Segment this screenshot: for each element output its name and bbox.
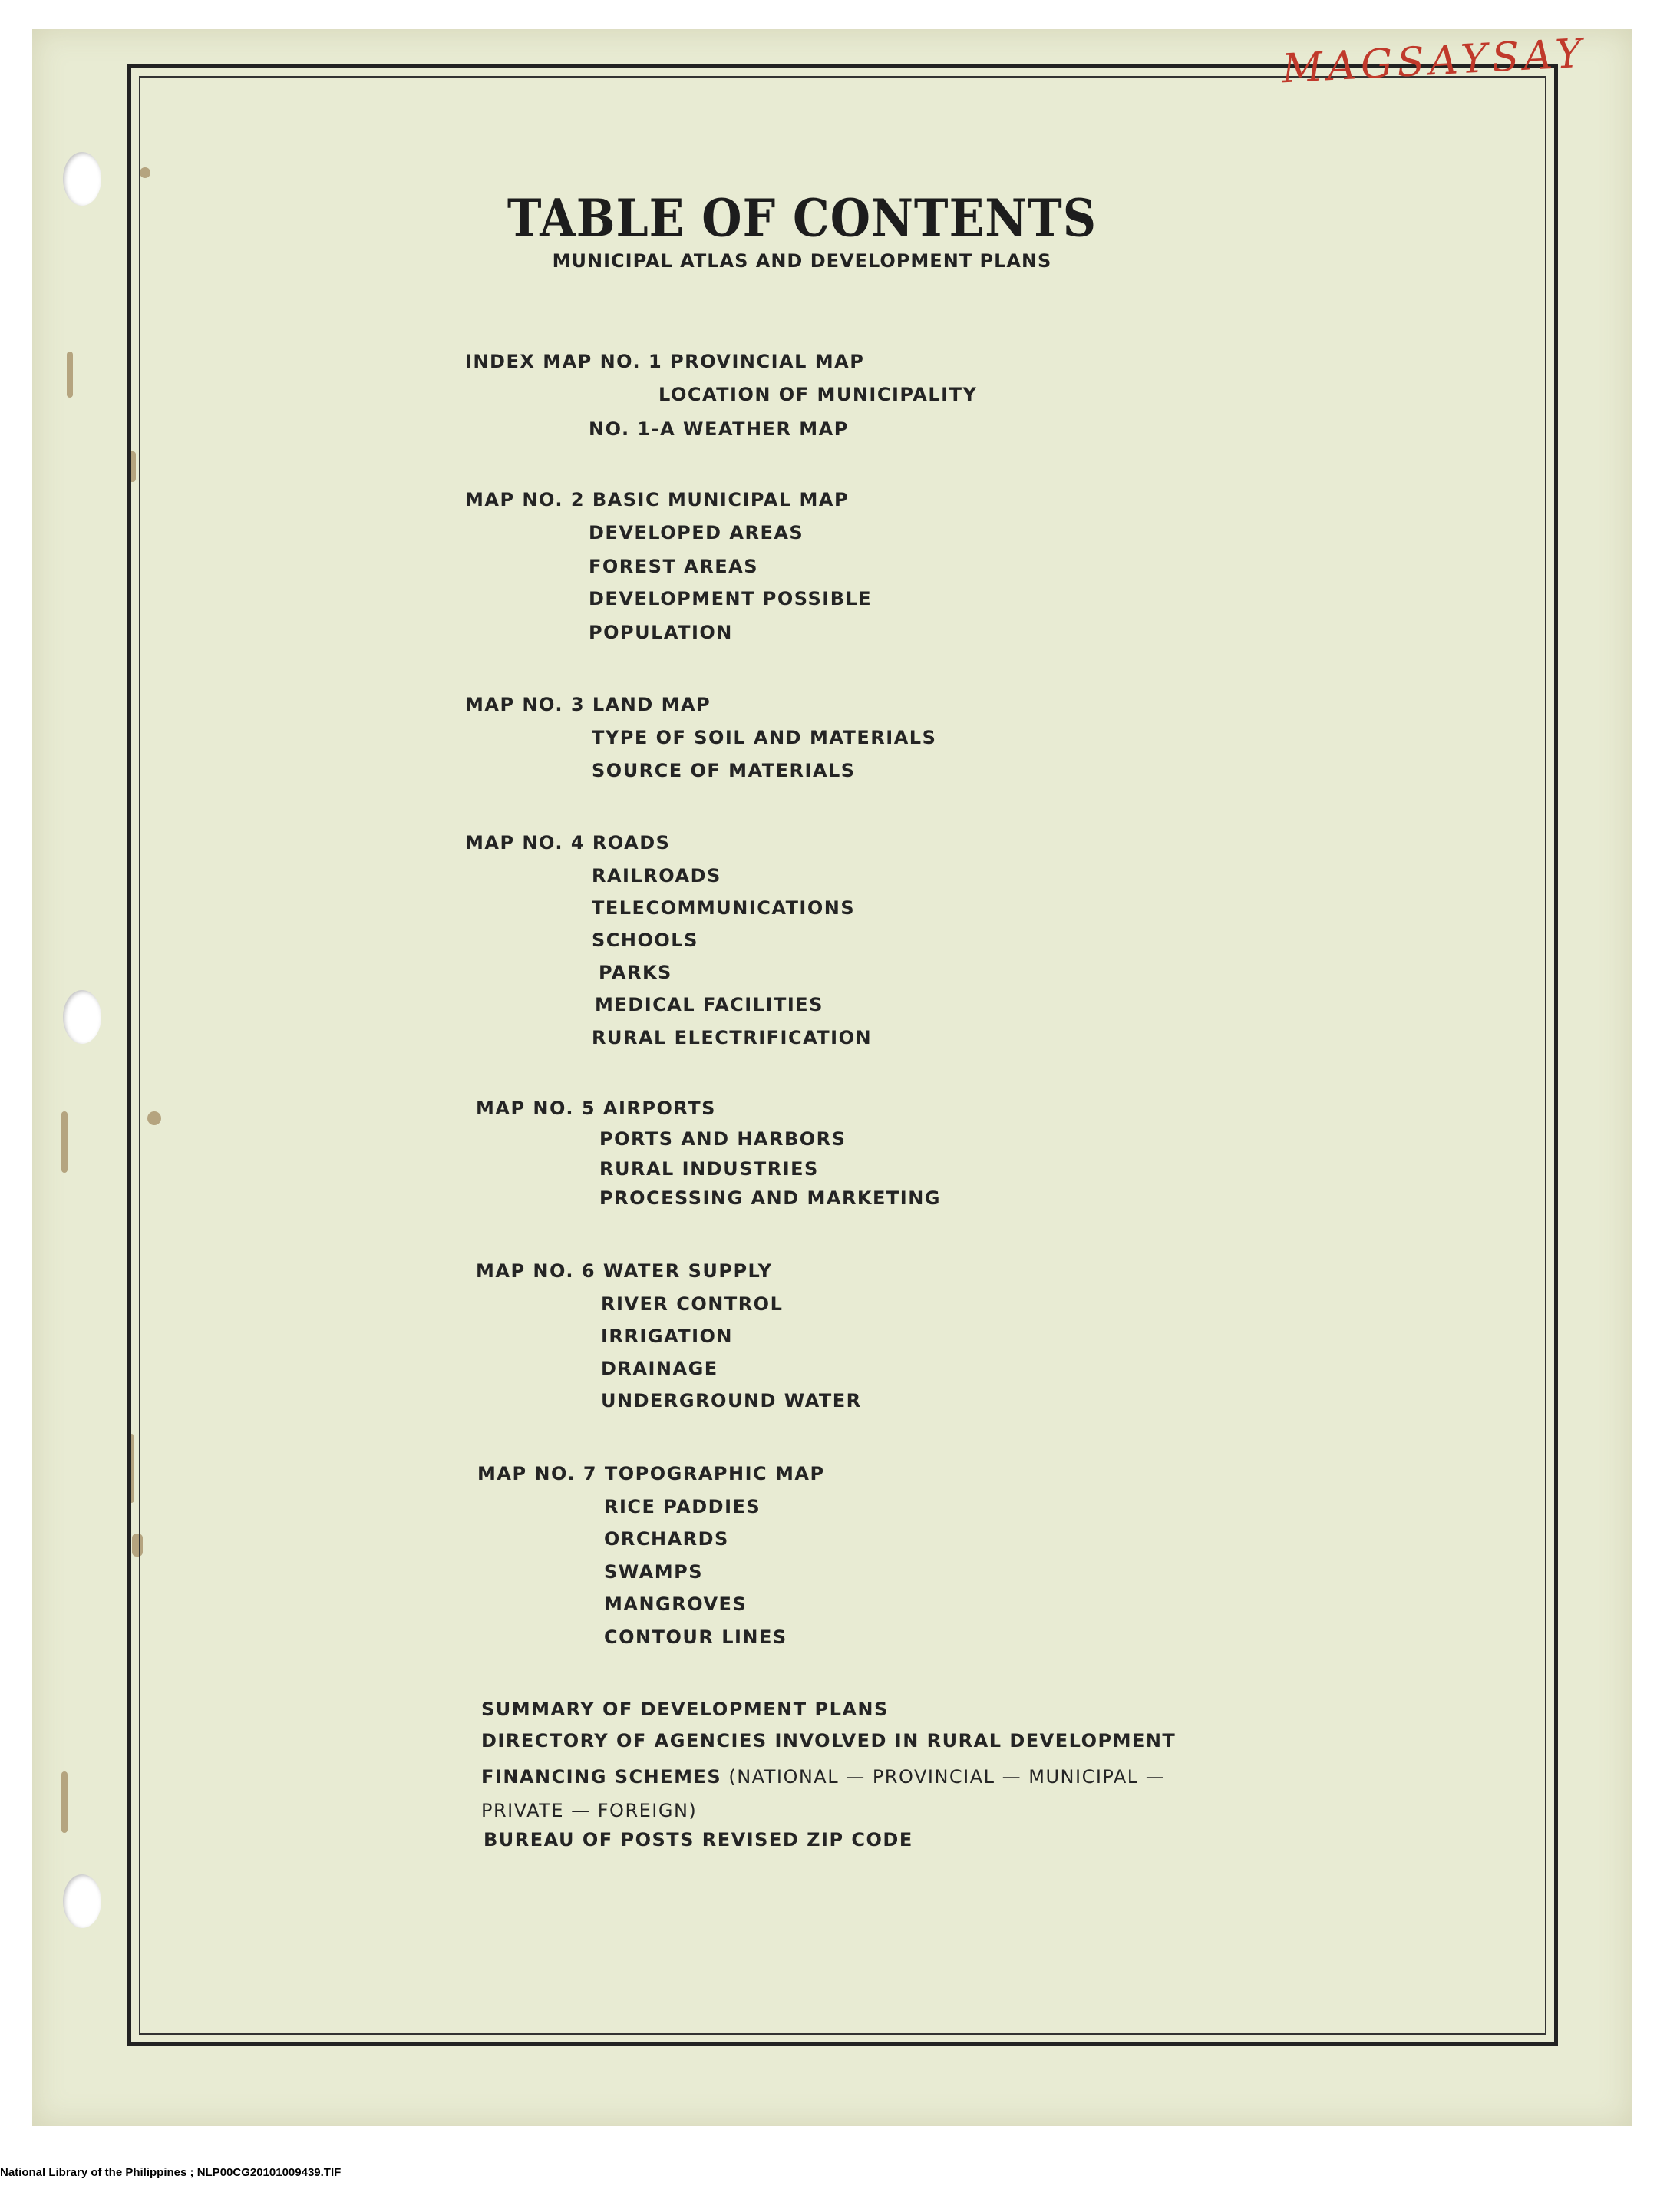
toc-item: DEVELOPED AREAS — [589, 522, 804, 543]
toc-item: DRAINAGE — [601, 1358, 718, 1379]
toc-item: SCHOOLS — [592, 929, 698, 951]
page-subtitle: MUNICIPAL ATLAS AND DEVELOPMENT PLANS — [552, 250, 1052, 272]
toc-item: RAILROADS — [592, 865, 721, 886]
financing-detail: (NATIONAL — PROVINCIAL — MUNICIPAL — — [721, 1766, 1166, 1788]
toc-heading: SUMMARY OF DEVELOPMENT PLANS — [481, 1699, 889, 1720]
toc-item: PROCESSING AND MARKETING — [599, 1187, 941, 1209]
stain-mark — [61, 1771, 68, 1833]
punch-hole — [63, 1874, 101, 1928]
toc-heading: MAP NO. 3 LAND MAP — [465, 694, 711, 715]
toc-item: TELECOMMUNICATIONS — [592, 897, 856, 919]
toc-item: POPULATION — [589, 622, 733, 643]
toc-item: IRRIGATION — [601, 1326, 734, 1347]
stain-mark — [67, 352, 73, 398]
toc-item: ORCHARDS — [604, 1528, 729, 1550]
scan-footer: National Library of the Philippines ; NLP00CG20101009439.TIF — [0, 2166, 342, 2179]
financing-detail-cont: PRIVATE — FOREIGN) — [481, 1800, 698, 1821]
stain-mark — [61, 1111, 68, 1173]
toc-item: SOURCE OF MATERIALS — [592, 760, 856, 781]
toc-item: RIVER CONTROL — [601, 1293, 784, 1315]
punch-hole — [63, 990, 101, 1044]
toc-item: CONTOUR LINES — [604, 1626, 787, 1648]
toc-item: LOCATION OF MUNICIPALITY — [658, 384, 978, 405]
toc-item: PARKS — [599, 962, 672, 983]
toc-item: RURAL INDUSTRIES — [599, 1158, 819, 1180]
toc-item: UNDERGROUND WATER — [601, 1390, 862, 1411]
toc-heading: MAP NO. 4 ROADS — [465, 832, 671, 853]
toc-item: MANGROVES — [604, 1593, 748, 1615]
toc-heading: MAP NO. 5 AIRPORTS — [476, 1098, 716, 1119]
toc-heading: INDEX MAP NO. 1 PROVINCIAL MAP — [465, 351, 865, 372]
toc-item: NO. 1-A WEATHER MAP — [589, 418, 849, 440]
toc-item: RICE PADDIES — [604, 1496, 761, 1517]
toc-heading: MAP NO. 2 BASIC MUNICIPAL MAP — [465, 489, 850, 510]
toc-item: PORTS AND HARBORS — [599, 1128, 847, 1150]
handwritten-annotation: MAGSAYSAY — [1280, 30, 1588, 93]
toc-heading-financing — [481, 1766, 1165, 1788]
toc-heading: MAP NO. 6 WATER SUPPLY — [476, 1260, 773, 1282]
punch-hole — [63, 152, 101, 206]
toc-item: SWAMPS — [604, 1561, 704, 1583]
toc-heading: DIRECTORY OF AGENCIES INVOLVED IN RURAL DEVELOPMENT — [481, 1730, 1177, 1752]
page-title: TABLE OF CONTENTS — [507, 188, 1097, 249]
toc-item: FOREST AREAS — [589, 556, 758, 577]
financing-label: FINANCING SCHEMES — [481, 1766, 722, 1788]
toc-item: DEVELOPMENT POSSIBLE — [589, 588, 873, 609]
toc-heading: BUREAU OF POSTS REVISED ZIP CODE — [484, 1829, 913, 1851]
toc-item: TYPE OF SOIL AND MATERIALS — [592, 727, 937, 748]
toc-heading: MAP NO. 7 TOPOGRAPHIC MAP — [477, 1463, 825, 1484]
toc-item: MEDICAL FACILITIES — [595, 994, 823, 1015]
toc-item: RURAL ELECTRIFICATION — [592, 1027, 873, 1048]
